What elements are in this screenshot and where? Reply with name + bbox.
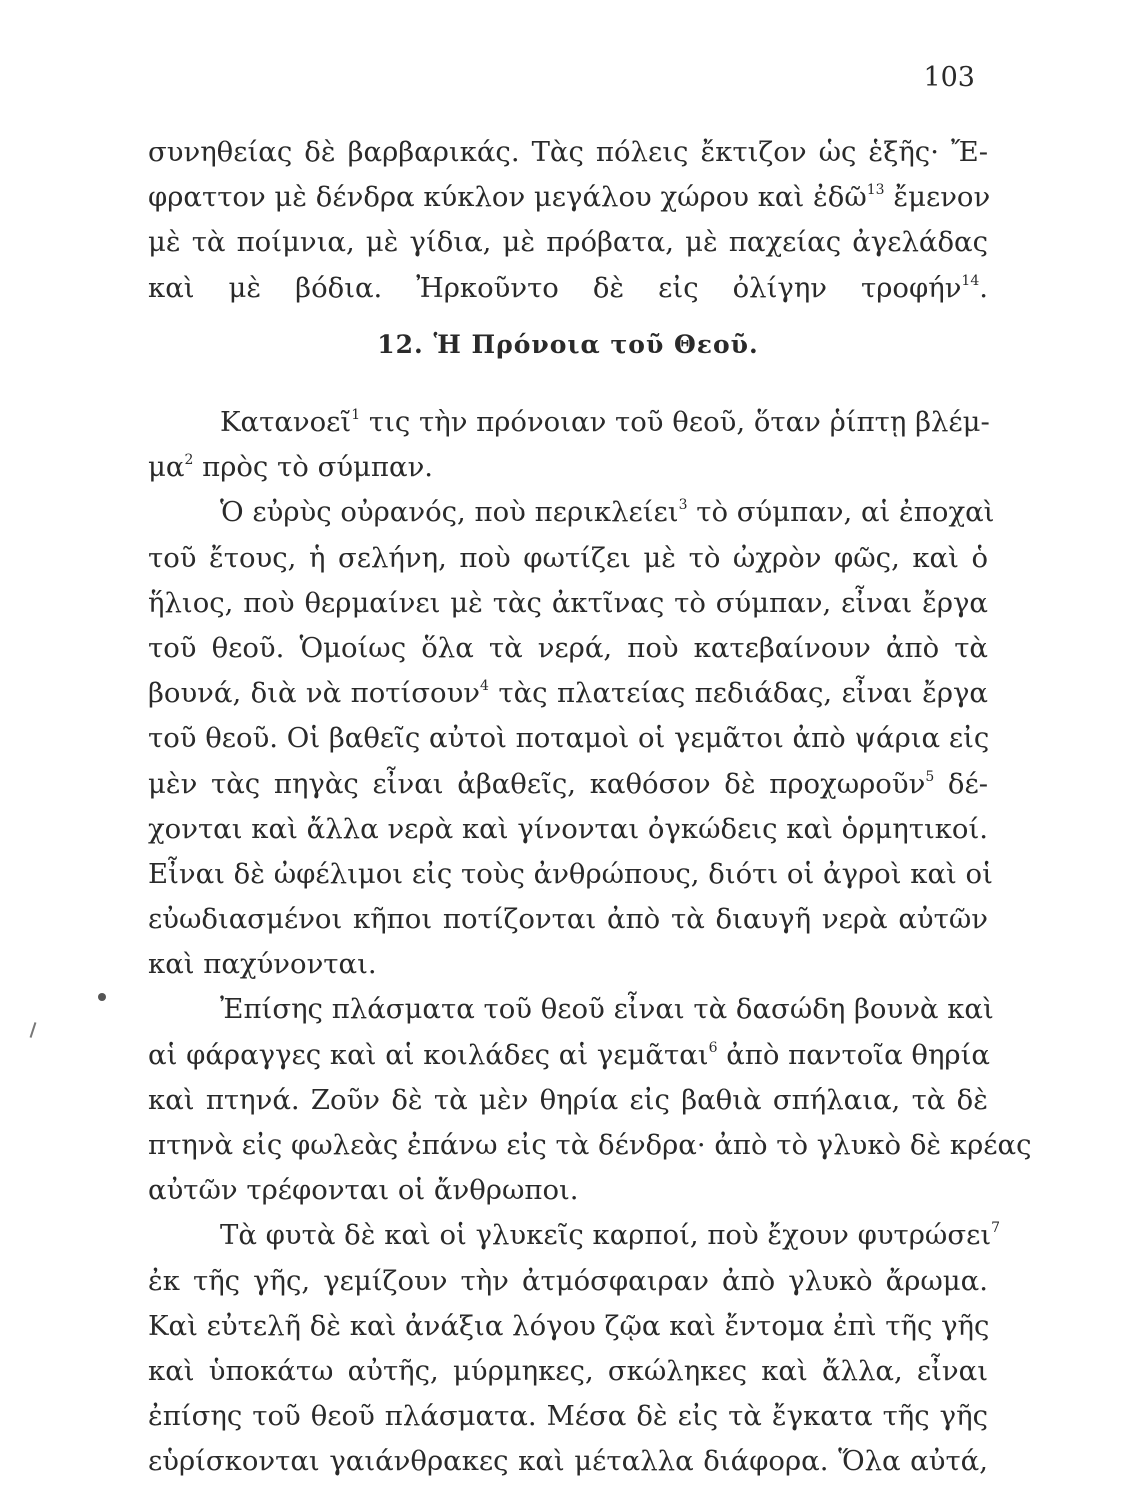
- line-text: καὶ μὲ βόδια. Ἠρκοῦντο δὲ εἰς ὀλίγην τροφήν: [148, 271, 962, 304]
- line-text: συνηθείας δὲ βαρβαρικάς. Τὰς πόλεις ἔκτιζον ὡς ἑξῆς· Ἔ-: [148, 136, 988, 168]
- footnote-marker: 5: [925, 768, 935, 785]
- text-line: [148, 130, 988, 175]
- line-text: καὶ παχύνονται.: [148, 948, 377, 981]
- text-line: [148, 400, 988, 445]
- line-text: πτηνὰ εἰς φωλεὰς ἐπάνω εἰς τὰ δένδρα· ἀπὸ τὸ γλυκὸ δὲ κρέας: [148, 1129, 1032, 1161]
- page-number: 103: [923, 62, 975, 93]
- footnote-marker: 4: [480, 678, 489, 695]
- line-text: εὐωδιασμένοι κῆποι ποτίζονται ἀπὸ τὰ διαυγῆ νερὰ αὐτῶν: [148, 903, 988, 936]
- line-text: ἐκ τῆς γῆς, γεμίζουν τὴν ἀτμόσφαιραν ἀπὸ γλυκὸ ἄρωμα.: [148, 1264, 988, 1297]
- line-text: τοῦ θεοῦ. Οἱ βαθεῖς αὐτοὶ ποταμοὶ οἱ γεμᾶτοι ἀπὸ ψάρια εἰς: [148, 722, 990, 755]
- text-line: [148, 897, 988, 942]
- footnote-marker: 6: [708, 1039, 718, 1056]
- line-text-tail: τις τὴν πρόνοιαν τοῦ θεοῦ, ὅταν ῥίπτῃ βλέμ-: [360, 406, 990, 438]
- text-line: [148, 942, 988, 987]
- line-text: ἥλιος, ποὺ θερμαίνει μὲ τὰς ἀκτῖνας τὸ σύμπαν, εἶναι ἔργα: [148, 586, 988, 619]
- text-line: [148, 1259, 988, 1304]
- line-text-tail: τὰς πλατείας πεδιάδας, εἶναι ἔργα: [488, 677, 989, 710]
- margin-tick-mark: [30, 1022, 37, 1038]
- text-line: [148, 626, 988, 671]
- footnote-marker: 14: [961, 272, 980, 289]
- line-text: ἐπίσης τοῦ θεοῦ πλάσματα. Μέσα δὲ εἰς τὰ ἔγκατα τῆς γῆς: [148, 1400, 988, 1433]
- text-line: [148, 1394, 988, 1439]
- line-text: χονται καὶ ἄλλα νερὰ καὶ γίνονται ὀγκώδεις καὶ ὁρμητικοί.: [148, 812, 988, 845]
- text-line: [148, 671, 988, 716]
- line-text: Εἶναι δὲ ὠφέλιμοι εἰς τοὺς ἀνθρώπους, διότι οἱ ἀγροὶ καὶ οἱ: [148, 857, 993, 890]
- line-text: μὲ τὰ ποίμνια, μὲ γίδια, μὲ πρόβατα, μὲ παχείας ἀγελάδας: [148, 226, 988, 259]
- line-text: τοῦ θεοῦ. Ὁμοίως ὅλα τὰ νερά, ποὺ κατεβαίνουν ἀπὸ τὰ: [148, 631, 988, 664]
- text-line: [148, 1304, 988, 1349]
- line-text-tail: ἔμενον: [884, 181, 991, 214]
- text-line: [148, 220, 988, 265]
- text-line: [148, 807, 988, 852]
- line-text: καὶ πτηνά. Ζοῦν δὲ τὰ μὲν θηρία εἰς βαθιὰ σπήλαια, τὰ δὲ: [148, 1083, 988, 1116]
- footnote-marker: 7: [991, 1220, 1001, 1237]
- line-text-tail: δέ-: [934, 767, 988, 800]
- line-text: καὶ ὑποκάτω αὐτῆς, μύρμηκες, σκώληκες καὶ ἄλλα, εἶναι: [148, 1354, 988, 1387]
- line-text: αὐτῶν τρέφονται οἱ ἄνθρωποι.: [148, 1174, 579, 1207]
- line-text: Ἐπίσης πλάσματα τοῦ θεοῦ εἶναι τὰ δασώδη βουνὰ καὶ: [220, 993, 994, 1026]
- line-text: Τὰ φυτὰ δὲ καὶ οἱ γλυκεῖς καρποί, ποὺ ἔχουν φυτρώσει: [220, 1219, 992, 1252]
- text-line: [148, 1033, 988, 1078]
- text-line: [148, 987, 994, 1032]
- line-text-tail: πρὸς τὸ σύμπαν.: [193, 451, 434, 484]
- footnote-marker: 2: [184, 452, 194, 469]
- line-text: τοῦ ἔτους, ἡ σελήνη, ποὺ φωτίζει μὲ τὸ ὠχρὸν φῶς, καὶ ὁ: [148, 541, 988, 574]
- line-text: βουνά, διὰ νὰ ποτίσουν: [148, 677, 481, 710]
- footnote-marker: 13: [866, 182, 885, 199]
- text-line: [148, 175, 991, 220]
- text-line: [148, 1349, 988, 1394]
- line-text-tail: ἀπὸ παντοῖα θηρία: [717, 1038, 990, 1071]
- text-line: [148, 536, 988, 581]
- text-line: [148, 1123, 1032, 1168]
- text-line: [148, 1213, 1001, 1258]
- line-text: μὲν τὰς πηγὰς εἶναι ἀβαθεῖς, καθόσον δὲ προχωροῦν: [148, 767, 926, 800]
- line-text: φραττον μὲ δένδρα κύκλον μεγάλου χώρου καὶ ἐδῶ: [148, 181, 867, 214]
- section-title: 12. Ἡ Πρόνοια τοῦ Θεοῦ.: [377, 330, 759, 359]
- text-line: [148, 762, 988, 807]
- line-text-tail: τὸ σύμπαν, αἱ ἐποχαὶ: [687, 496, 995, 529]
- line-text: μα: [148, 451, 185, 484]
- text-line: [148, 581, 988, 626]
- text-line: [148, 445, 988, 490]
- text-line: [148, 490, 995, 535]
- text-line: [148, 852, 993, 897]
- text-line: [148, 716, 988, 761]
- line-text: Ὁ εὐρὺς οὐρανός, ποὺ περικλείει: [220, 496, 679, 529]
- top-paragraph: [148, 130, 991, 311]
- text-line: [148, 1078, 988, 1123]
- line-text: Καὶ εὐτελῆ δὲ καὶ ἀνάξια λόγου ζῷα καὶ ἔντομα ἐπὶ τῆς γῆς: [148, 1309, 990, 1342]
- footnote-marker: 1: [351, 407, 361, 423]
- line-text: αἱ φάραγγες καὶ αἱ κοιλάδες αἱ γεμᾶται: [148, 1038, 709, 1071]
- text-line: [148, 1439, 988, 1484]
- body-text: [148, 400, 1032, 1485]
- text-line: [148, 1168, 988, 1213]
- footnote-marker: 3: [678, 497, 688, 514]
- margin-dot-mark: [98, 993, 106, 1001]
- line-text-tail: .: [979, 271, 988, 304]
- text-line: [148, 266, 988, 311]
- line-text: Κατανοεῖ: [220, 406, 352, 438]
- line-text: εὑρίσκονται γαιάνθρακες καὶ μέταλλα διάφορα. Ὅλα αὐτά,: [148, 1445, 988, 1478]
